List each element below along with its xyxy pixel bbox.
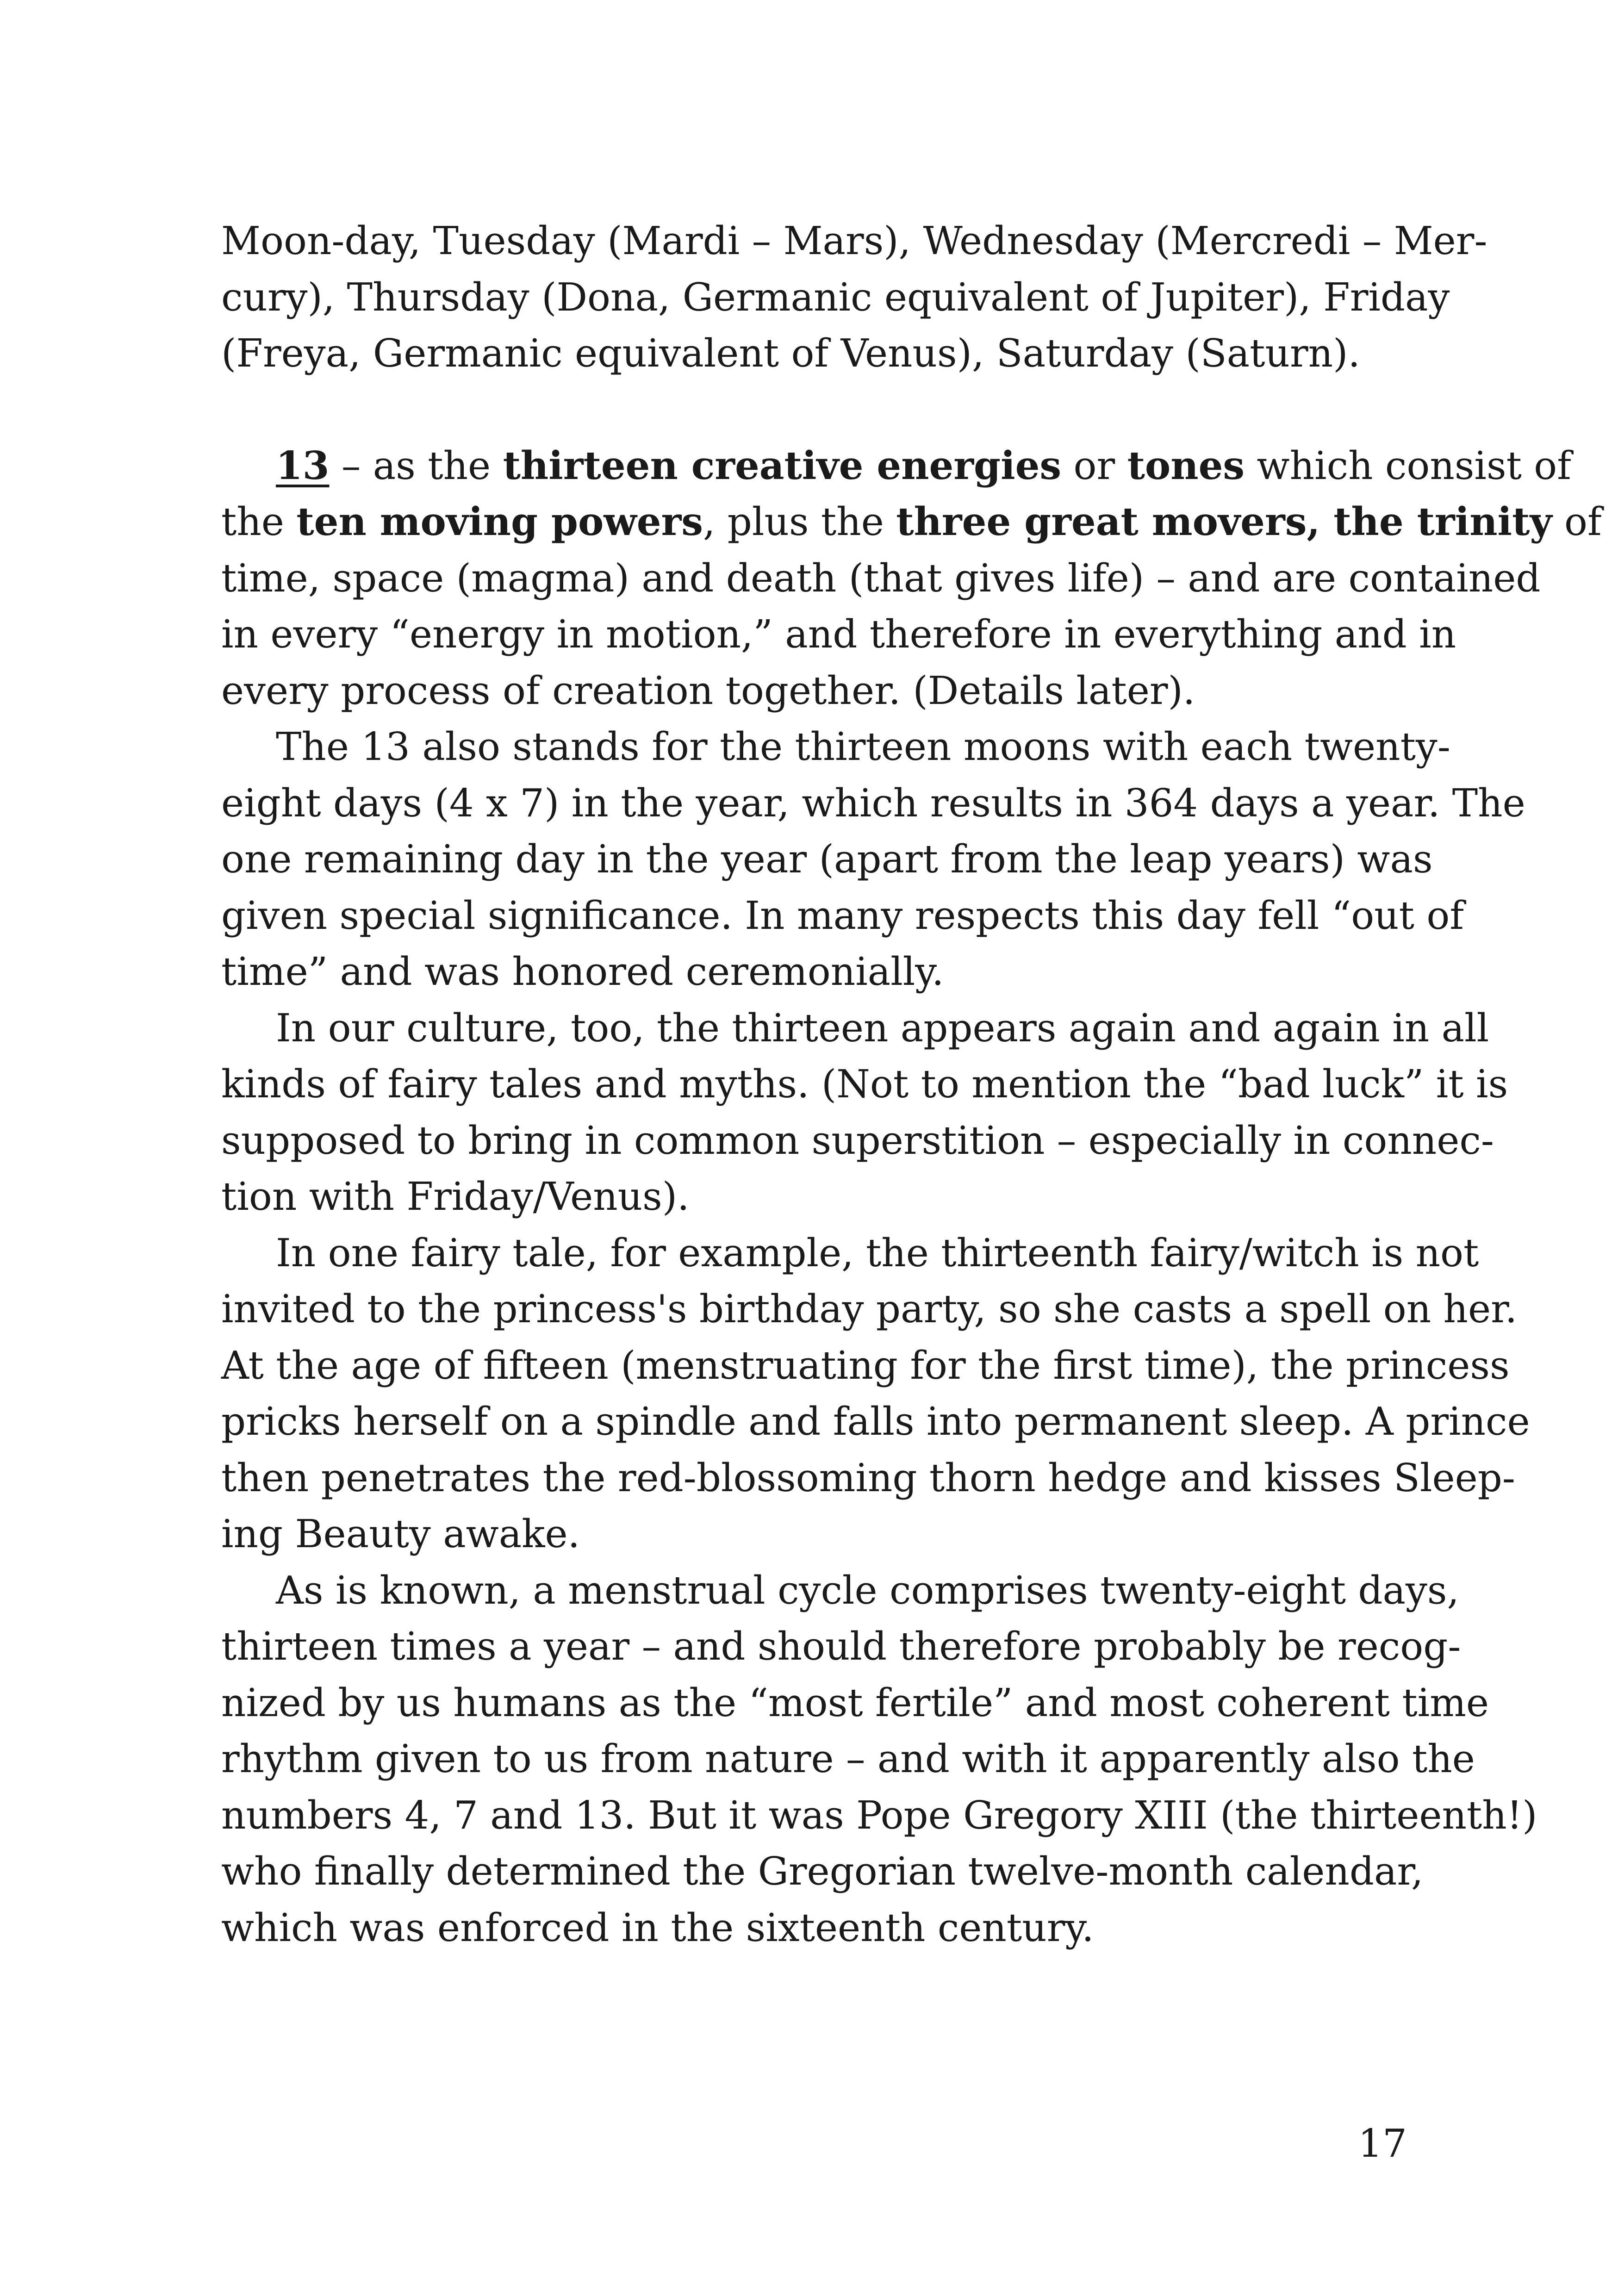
paragraph-culture xyxy=(221,1000,1508,1225)
section-number: 13 xyxy=(276,442,330,488)
text-run: , plus the xyxy=(703,499,896,544)
text-line: thirteen times a year – and should therefore probably be recog- xyxy=(221,1624,1461,1669)
text-line: in every “energy in motion,” and therefore in everything and in xyxy=(221,612,1456,657)
text-line: Moon-day, Tuesday (Mardi – Mars), Wednesday (Mercredi – Mer- xyxy=(221,218,1487,263)
page-number: 17 xyxy=(1358,2121,1407,2166)
paragraph-thirteen-moons xyxy=(221,719,1525,1000)
text-line: tion with Friday/Venus). xyxy=(221,1174,690,1219)
text-line: every process of creation together. (Details later). xyxy=(221,668,1195,713)
text-line: time, space (magma) and death (that gives life) – and are contained xyxy=(221,555,1541,601)
paragraph-fairy-tale xyxy=(221,1225,1530,1562)
text-line: then penetrates the red-blossoming thorn hedge and kisses Sleep- xyxy=(221,1455,1515,1500)
bold-term: ten moving powers xyxy=(296,499,703,544)
bold-term: three great movers, the trinity xyxy=(896,499,1552,544)
text-line: The 13 also stands for the thirteen moons with each twenty- xyxy=(276,724,1450,769)
text-line: In our culture, too, the thirteen appears again and again in all xyxy=(276,1005,1489,1051)
text-line xyxy=(221,438,1571,494)
paragraph-thirteen-energies xyxy=(221,438,1602,719)
text-line: (Freya, Germanic equivalent of Venus), Saturday (Saturn). xyxy=(221,331,1360,376)
text-line: As is known, a menstrual cycle comprises twenty-eight days, xyxy=(276,1568,1459,1613)
text-line: cury), Thursday (Dona, Germanic equivalent of Jupiter), Friday xyxy=(221,274,1450,320)
text-line: kinds of fairy tales and myths. (Not to mention the “bad luck” it is xyxy=(221,1062,1508,1107)
text-run: – as the xyxy=(329,443,503,488)
text-line: given special significance. In many respects this day fell “out of xyxy=(221,893,1464,938)
text-line: ing Beauty awake. xyxy=(221,1512,580,1556)
text-run: or xyxy=(1061,443,1127,488)
text-line: rhythm given to us from nature – and with it apparently also the xyxy=(221,1736,1475,1781)
text-run: of xyxy=(1552,499,1602,544)
text-line: pricks herself on a spindle and falls into permanent sleep. A prince xyxy=(221,1399,1530,1444)
text-line: time” and was honored ceremonially. xyxy=(221,949,944,994)
text-line: supposed to bring in common superstition – especially in connec- xyxy=(221,1118,1494,1163)
text-line: In one fairy tale, for example, the thirteenth fairy/witch is not xyxy=(276,1230,1479,1276)
text-line: numbers 4, 7 and 13. But it was Pope Gregory XIII (the thirteenth!) xyxy=(221,1792,1537,1838)
paragraph-weekdays xyxy=(221,213,1487,382)
text-line xyxy=(221,494,1602,550)
paragraph-menstrual-cycle xyxy=(221,1562,1537,1956)
bold-term: tones xyxy=(1127,442,1245,488)
text-line: At the age of fifteen (menstruating for the first time), the princess xyxy=(221,1343,1510,1388)
text-line: who finally determined the Gregorian twelve-month calendar, xyxy=(221,1849,1424,1894)
text-line: eight days (4 x 7) in the year, which results in 364 days a year. The xyxy=(221,780,1525,826)
bold-term: thirteen creative energies xyxy=(503,442,1062,488)
text-run: the xyxy=(221,499,297,544)
text-line: which was enforced in the sixteenth century. xyxy=(221,1905,1094,1950)
text-run: which consist of xyxy=(1245,443,1571,488)
text-line: invited to the princess's birthday party, so she casts a spell on her. xyxy=(221,1287,1518,1332)
body-text xyxy=(221,213,1602,1956)
text-line: one remaining day in the year (apart from the leap years) was xyxy=(221,837,1433,882)
text-line: nized by us humans as the “most fertile” and most coherent time xyxy=(221,1680,1489,1725)
